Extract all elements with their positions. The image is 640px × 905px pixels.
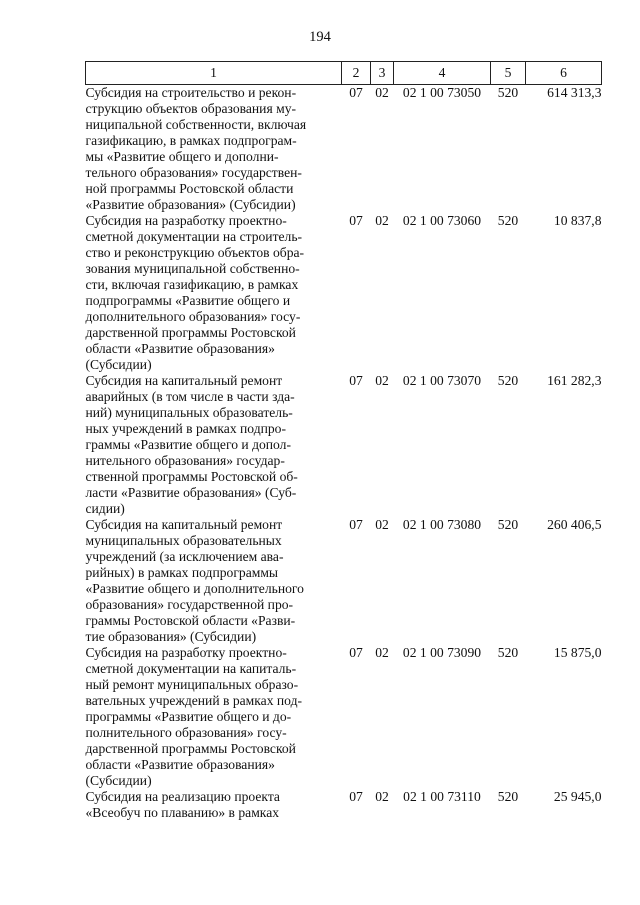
row-target: 02 1 00 73050 xyxy=(402,85,482,100)
row-subsection: 02 xyxy=(375,85,389,100)
row-type: 520 xyxy=(497,789,519,804)
header-col-1: 1 xyxy=(86,62,342,85)
header-col-5: 5 xyxy=(491,62,526,85)
header-col-3: 3 xyxy=(371,62,394,85)
row-target: 02 1 00 73060 xyxy=(402,213,482,228)
row-section: 07 xyxy=(349,85,363,100)
row-type: 520 xyxy=(497,373,519,388)
row-amount: 260 406,5 xyxy=(547,517,602,532)
header-col-2: 2 xyxy=(342,62,371,85)
row-type: 520 xyxy=(497,213,519,228)
budget-table xyxy=(85,61,602,821)
row-section: 07 xyxy=(349,213,363,228)
table-row xyxy=(86,517,602,645)
row-subsection: 02 xyxy=(375,789,389,804)
row-amount: 614 313,3 xyxy=(547,85,602,100)
row-type: 520 xyxy=(497,85,519,100)
row-type: 520 xyxy=(497,517,519,532)
table-row xyxy=(86,645,602,789)
row-amount: 161 282,3 xyxy=(547,373,602,388)
row-amount: 25 945,0 xyxy=(553,789,602,804)
table-header xyxy=(86,62,602,85)
table-row xyxy=(86,373,602,517)
row-target: 02 1 00 73070 xyxy=(402,373,482,388)
row-amount: 10 837,8 xyxy=(553,213,602,228)
row-subsection: 02 xyxy=(375,213,389,228)
row-description: Субсидия на разработку проектно- сметной документации на капиталь- ный ремонт муниципальных образо- вательных учреждений в рамках под- программы «Развитие общего и до- полнительного образования» госу- дарственной программы Ростовской области «Развитие образования» (Субсидии) xyxy=(85,645,303,788)
row-type: 520 xyxy=(497,645,519,660)
row-description: Субсидия на капитальный ремонт муниципальных образовательных учреждений (за исключением ава- рийных) в рамках подпрограммы «Развитие общего и дополнительного образования» государственной про- граммы Ростовской области «Разви- тие образования» (Субсидии) xyxy=(85,517,304,644)
row-target: 02 1 00 73110 xyxy=(403,789,481,804)
row-section: 07 xyxy=(349,645,363,660)
row-description: Субсидия на разработку проектно- сметной документации на строитель- ство и реконструкцию объектов обра- зования муниципальной собственно- сти, включая газификацию, в рамках подпрограммы «Развитие общего и дополнительного образования» госу- дарственной программы Ростовской области «Развитие образования» (Субсидии) xyxy=(85,213,305,372)
table-row xyxy=(86,789,602,821)
row-target: 02 1 00 73090 xyxy=(402,645,482,660)
row-section: 07 xyxy=(349,789,363,804)
row-description: Субсидия на реализацию проекта «Всеобуч по плаванию» в рамках xyxy=(85,789,280,820)
header-col-4: 4 xyxy=(394,62,491,85)
table-row xyxy=(86,85,602,214)
row-section: 07 xyxy=(349,517,363,532)
row-description: Субсидия на строительство и рекон- струкцию объектов образования му- ниципальной собственности, включая газификацию, в рамках подпрограм- мы «Развитие общего и дополни- тельного образования» государствен- ной программы Ростовской области «Развитие образования» (Субсидии) xyxy=(85,85,307,212)
row-target: 02 1 00 73080 xyxy=(402,517,482,532)
page-number: 194 xyxy=(309,29,331,45)
row-section: 07 xyxy=(349,373,363,388)
row-subsection: 02 xyxy=(375,645,389,660)
row-subsection: 02 xyxy=(375,517,389,532)
row-description: Субсидия на капитальный ремонт аварийных (в том числе в части зда- ний) муниципальных образователь- ных учреждений в рамках подпро- граммы «Развитие общего и допол- нительного образования» государ- ственной программы Ростовской об- ласти «Развитие образования» (Суб- сидии) xyxy=(85,373,298,516)
row-amount: 15 875,0 xyxy=(553,645,602,660)
header-col-6: 6 xyxy=(526,62,602,85)
table-row xyxy=(86,213,602,373)
row-subsection: 02 xyxy=(375,373,389,388)
